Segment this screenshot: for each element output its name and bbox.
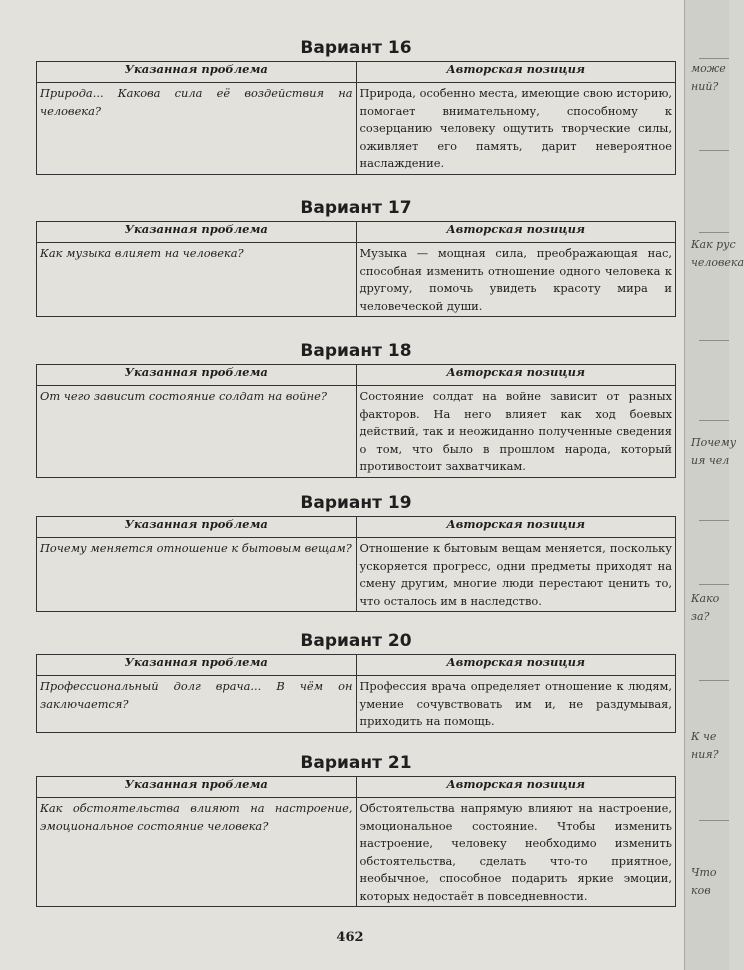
variant-title: Вариант 21 — [300, 753, 412, 773]
variant-18 — [36, 340, 676, 478]
header-position: Авторская позиция — [356, 777, 676, 798]
variant-table — [36, 516, 676, 612]
margin-fragment: человека — [691, 256, 744, 269]
variant-17 — [36, 197, 676, 317]
position-cell: Природа, особенно места, имеющие свою историю, помогает внимательному, способному к созерцанию человеку ощутить творческие силы, оживляет его память, дарит невероятное наслаждение. — [356, 83, 676, 175]
variant-table — [36, 364, 676, 478]
position-cell: Отношение к бытовым вещам меняется, поскольку ускоряется прогресс, одни предметы приходят на смену другим, многие люди перестают ценить то, что осталось им в наследство. — [356, 538, 676, 612]
next-page-edge — [684, 0, 744, 970]
variant-table — [36, 221, 676, 317]
problem-cell: Почему меняется отношение к бытовым вещам? — [37, 538, 357, 612]
edge-rule — [699, 680, 729, 681]
header-position: Авторская позиция — [356, 365, 676, 386]
edge-rule — [699, 58, 729, 59]
problem-cell: Как музыка влияет на человека? — [37, 243, 357, 317]
margin-fragment: ний? — [691, 80, 719, 93]
header-problem: Указанная проблема — [37, 655, 357, 676]
page-number: 462 — [336, 930, 364, 945]
position-cell: Состояние солдат на войне зависит от разных факторов. На него влияет как ход боевых действий, так и неожиданно полученные сведения о том, что было в прошлом народа, который противостоит захватчикам. — [356, 386, 676, 478]
header-position: Авторская позиция — [356, 517, 676, 538]
variant-19 — [36, 492, 676, 612]
problem-cell: Как обстоятельства влияют на настроение, эмоциональное состояние человека? — [37, 798, 357, 907]
margin-fragment: ков — [691, 884, 711, 897]
header-position: Авторская позиция — [356, 655, 676, 676]
margin-fragment: К че — [691, 730, 717, 743]
header-problem: Указанная проблема — [37, 62, 357, 83]
variant-21 — [36, 752, 676, 907]
edge-rule — [699, 520, 729, 521]
header-problem: Указанная проблема — [37, 365, 357, 386]
header-problem: Указанная проблема — [37, 517, 357, 538]
variant-title: Вариант 18 — [300, 341, 412, 361]
variant-table — [36, 61, 676, 175]
position-cell: Музыка — мощная сила, преображающая нас, способная изменить отношение одного человека к другому, помочь увидеть красоту мира и человеческой души. — [356, 243, 676, 317]
variant-title: Вариант 16 — [300, 38, 412, 58]
margin-fragment: Что — [691, 866, 717, 879]
margin-fragment: Како — [691, 592, 720, 605]
margin-fragment: Почему — [691, 436, 737, 449]
edge-rule — [699, 820, 729, 821]
problem-cell: Профессиональный долг врача... В чём он заключается? — [37, 676, 357, 733]
position-cell: Обстоятельства напрямую влияют на настроение, эмоциональное состояние. Чтобы изменить настроение, человеку необходимо изменить обстоятельства, сделать что-то приятное, необычное, способное подарить яркие эмоции, которых недостаёт в повседневности. — [356, 798, 676, 907]
variant-table — [36, 654, 676, 733]
variant-title: Вариант 17 — [300, 198, 412, 218]
margin-fragment: ния? — [691, 748, 719, 761]
variant-table — [36, 776, 676, 907]
variant-title: Вариант 20 — [300, 631, 412, 651]
edge-rule — [699, 150, 729, 151]
edge-rule — [699, 232, 729, 233]
position-cell: Профессия врача определяет отношение к людям, умение сочувствовать им и, не раздумывая, приходить на помощь. — [356, 676, 676, 733]
margin-fragment: за? — [691, 610, 710, 623]
variant-20 — [36, 630, 676, 733]
problem-cell: Природа... Какова сила её воздействия на человека? — [37, 83, 357, 175]
variant-title: Вариант 19 — [300, 493, 412, 513]
problem-cell: От чего зависит состояние солдат на войне? — [37, 386, 357, 478]
variant-16 — [36, 37, 676, 175]
header-position: Авторская позиция — [356, 222, 676, 243]
margin-fragment: може — [691, 62, 726, 75]
header-problem: Указанная проблема — [37, 777, 357, 798]
header-position: Авторская позиция — [356, 62, 676, 83]
margin-fragment: Как рус — [691, 238, 736, 251]
margin-fragment: ия чел — [691, 454, 730, 467]
edge-rule — [699, 420, 729, 421]
header-problem: Указанная проблема — [37, 222, 357, 243]
edge-rule — [699, 340, 729, 341]
edge-rule — [699, 584, 729, 585]
